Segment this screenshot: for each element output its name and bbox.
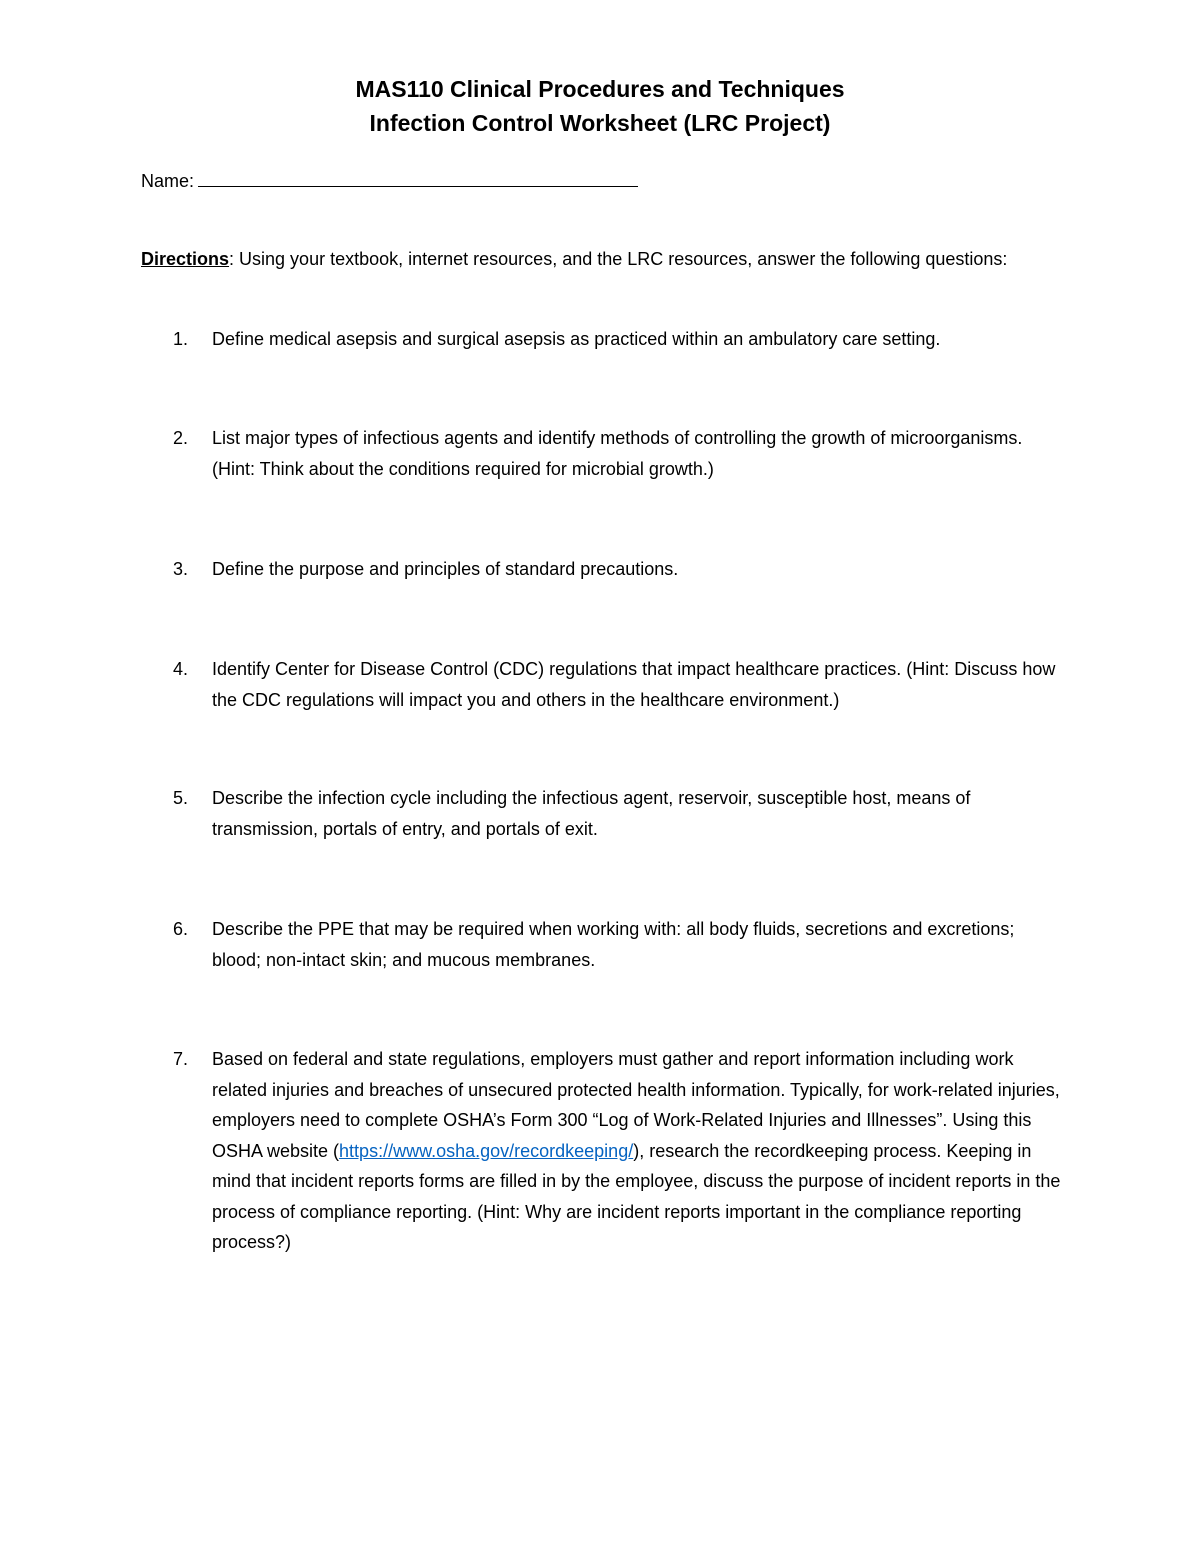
question-text: List major types of infectious agents and identify methods of controlling the growth of microorganisms. (Hint: Think about the conditions required for microbial growth.)	[212, 428, 1023, 479]
question-number: 1.	[173, 329, 189, 349]
name-blank-line[interactable]	[198, 166, 638, 187]
question-6	[141, 914, 1061, 975]
directions-paragraph	[141, 244, 1021, 274]
name-label: Name:	[141, 171, 195, 191]
directions-text: : Using your textbook, internet resources, and the LRC resources, answer the following questions:	[229, 249, 1008, 269]
course-title: MAS110 Clinical Procedures and Techniques	[355, 76, 845, 102]
question-text	[212, 1044, 1061, 1258]
question-text: Identify Center for Disease Control (CDC) regulations that impact healthcare practices. (Hint: Discuss how the CDC regulations will impact you and others in the healthcare environment.)	[212, 659, 1056, 710]
question-7	[141, 1044, 1061, 1258]
question-text: Define the purpose and principles of standard precautions.	[212, 559, 679, 579]
worksheet-title: Infection Control Worksheet (LRC Project)	[369, 110, 831, 136]
directions-label: Directions	[141, 249, 230, 269]
question-text: Describe the PPE that may be required when working with: all body fluids, secretions and excretions; blood; non-intact skin; and mucous membranes.	[212, 919, 1015, 970]
osha-recordkeeping-link[interactable]: https://www.osha.gov/recordkeeping/	[339, 1140, 634, 1161]
question-4	[141, 654, 1061, 715]
question-2	[141, 423, 1061, 484]
name-field-row	[141, 166, 638, 195]
question-number: 3.	[173, 559, 189, 579]
question-number: 4.	[173, 659, 189, 679]
question-1	[141, 324, 1061, 355]
question-number: 7.	[173, 1049, 189, 1069]
question-text-after-link: ), research the recordkeeping process. Keeping in mind that incident reports forms are filled in by the employee, discuss the purpose of incident reports in the process of compliance reporting. (Hint: Why are incident reports important in the compliance reporting process?)	[212, 1140, 1061, 1252]
question-5	[141, 783, 1061, 844]
question-text: Describe the infection cycle including the infectious agent, reservoir, susceptible host, means of transmission, portals of entry, and portals of exit.	[212, 788, 971, 839]
question-number: 6.	[173, 919, 189, 939]
document-title	[0, 72, 1200, 140]
question-number: 5.	[173, 788, 189, 808]
question-number: 2.	[173, 428, 189, 448]
question-text: Define medical asepsis and surgical asepsis as practiced within an ambulatory care setting.	[212, 329, 941, 349]
question-text-before-link: Based on federal and state regulations, employers must gather and report information including work related injuries and breaches of unsecured protected health information. Typically, for work-related injuries, employers need to complete OSHA’s Form 300 “Log of Work-Related Injuries and Illnesses”. Using this OSHA website (	[212, 1049, 1060, 1161]
question-3	[141, 554, 1061, 585]
